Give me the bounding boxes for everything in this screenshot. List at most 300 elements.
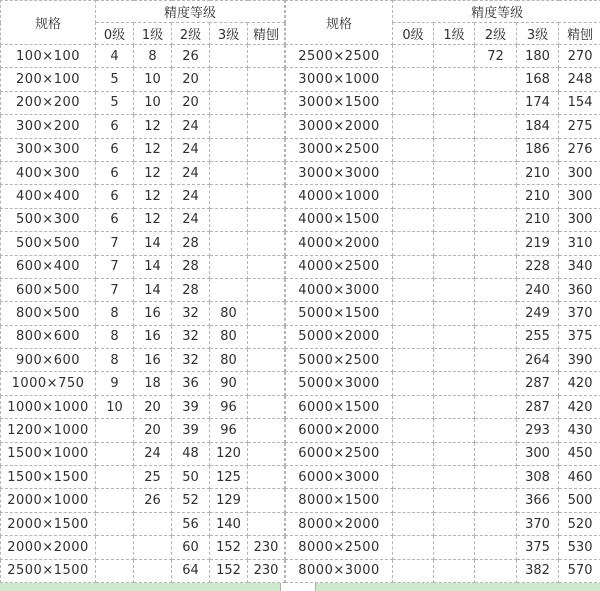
value-cell: 420	[559, 395, 600, 418]
value-cell	[393, 559, 434, 582]
value-cell	[393, 255, 434, 278]
value-cell: 26	[172, 45, 210, 68]
value-cell: 10	[134, 68, 172, 91]
grade-column-header: 0级	[96, 23, 134, 45]
spec-cell: 8000×1500	[286, 489, 393, 512]
value-cell: 310	[559, 232, 600, 255]
spec-cell: 100×100	[1, 45, 96, 68]
value-cell: 80	[210, 349, 248, 372]
table-row	[286, 372, 600, 395]
value-cell: 255	[517, 325, 559, 348]
value-cell	[248, 325, 285, 348]
value-cell: 140	[210, 512, 248, 535]
precision-grade-header: 精度等级	[96, 1, 285, 23]
value-cell: 20	[172, 91, 210, 114]
table-row	[286, 232, 600, 255]
table-row	[286, 302, 600, 325]
value-cell: 64	[172, 559, 210, 582]
spec-cell: 6000×1500	[286, 395, 393, 418]
value-cell: 340	[559, 255, 600, 278]
spec-column-header: 规格	[1, 1, 96, 45]
table-row	[1, 349, 285, 372]
value-cell	[475, 512, 517, 535]
table-row	[1, 232, 285, 255]
table-row	[286, 559, 600, 582]
grade-column-header: 2级	[172, 23, 210, 45]
spec-cell: 1500×1000	[1, 442, 96, 465]
value-cell	[393, 232, 434, 255]
table-row	[1, 138, 285, 161]
value-cell	[393, 395, 434, 418]
value-cell	[475, 372, 517, 395]
value-cell: 18	[134, 372, 172, 395]
table-row	[1, 91, 285, 114]
value-cell: 7	[96, 232, 134, 255]
value-cell	[393, 278, 434, 301]
value-cell	[248, 278, 285, 301]
value-cell: 530	[559, 536, 600, 559]
value-cell: 168	[517, 68, 559, 91]
value-cell: 72	[475, 45, 517, 68]
value-cell	[393, 91, 434, 114]
value-cell: 300	[559, 161, 600, 184]
value-cell: 129	[210, 489, 248, 512]
value-cell: 6	[96, 138, 134, 161]
value-cell: 50	[172, 466, 210, 489]
value-cell	[210, 115, 248, 138]
value-cell: 264	[517, 349, 559, 372]
value-cell: 520	[559, 512, 600, 535]
value-cell	[434, 419, 475, 442]
value-cell: 96	[210, 395, 248, 418]
table-row	[286, 208, 600, 231]
value-cell: 20	[134, 395, 172, 418]
value-cell: 39	[172, 419, 210, 442]
value-cell: 28	[172, 232, 210, 255]
value-cell	[96, 536, 134, 559]
spec-cell: 2000×1000	[1, 489, 96, 512]
value-cell: 52	[172, 489, 210, 512]
value-cell: 80	[210, 302, 248, 325]
value-cell: 420	[559, 372, 600, 395]
value-cell	[248, 349, 285, 372]
value-cell	[434, 536, 475, 559]
value-cell: 16	[134, 325, 172, 348]
value-cell	[434, 349, 475, 372]
value-cell	[475, 115, 517, 138]
value-cell: 300	[559, 185, 600, 208]
value-cell: 450	[559, 442, 600, 465]
spec-cell: 300×300	[1, 138, 96, 161]
value-cell	[434, 232, 475, 255]
value-cell	[393, 302, 434, 325]
value-cell: 228	[517, 255, 559, 278]
value-cell	[434, 138, 475, 161]
value-cell: 6	[96, 115, 134, 138]
value-cell: 6	[96, 208, 134, 231]
spec-cell: 6000×2500	[286, 442, 393, 465]
spec-cell: 600×500	[1, 278, 96, 301]
value-cell: 36	[172, 372, 210, 395]
value-cell	[393, 489, 434, 512]
value-cell	[393, 45, 434, 68]
spec-cell: 800×500	[1, 302, 96, 325]
value-cell: 375	[559, 325, 600, 348]
footer-gap-cell	[280, 583, 316, 591]
value-cell	[393, 138, 434, 161]
spec-cell: 900×600	[1, 349, 96, 372]
grade-column-header: 精刨	[248, 23, 285, 45]
spec-cell: 2500×1500	[1, 559, 96, 582]
value-cell: 8	[134, 45, 172, 68]
value-cell	[434, 185, 475, 208]
value-cell: 96	[210, 419, 248, 442]
value-cell	[248, 466, 285, 489]
spec-cell: 3000×1000	[286, 68, 393, 91]
value-cell	[393, 325, 434, 348]
value-cell	[393, 442, 434, 465]
value-cell: 24	[134, 442, 172, 465]
table-row	[286, 255, 600, 278]
value-cell: 460	[559, 466, 600, 489]
value-cell	[475, 489, 517, 512]
spec-cell: 5000×1500	[286, 302, 393, 325]
table-row	[1, 395, 285, 418]
value-cell: 48	[172, 442, 210, 465]
value-cell	[210, 278, 248, 301]
value-cell: 154	[559, 91, 600, 114]
value-cell	[248, 45, 285, 68]
value-cell: 300	[517, 442, 559, 465]
value-cell	[210, 161, 248, 184]
spec-cell: 3000×2500	[286, 138, 393, 161]
table-row	[1, 68, 285, 91]
value-cell: 120	[210, 442, 248, 465]
table-row	[1, 45, 285, 68]
value-cell: 16	[134, 349, 172, 372]
value-cell	[210, 185, 248, 208]
spec-table-right	[285, 0, 600, 583]
table-row	[1, 185, 285, 208]
spec-cell: 4000×2000	[286, 232, 393, 255]
value-cell: 276	[559, 138, 600, 161]
value-cell	[96, 419, 134, 442]
value-cell: 8	[96, 302, 134, 325]
spec-cell: 500×500	[1, 232, 96, 255]
value-cell: 366	[517, 489, 559, 512]
table-row	[286, 512, 600, 535]
value-cell: 219	[517, 232, 559, 255]
value-cell: 5	[96, 91, 134, 114]
value-cell: 4	[96, 45, 134, 68]
table-row	[286, 419, 600, 442]
value-cell	[248, 372, 285, 395]
value-cell: 500	[559, 489, 600, 512]
value-cell: 10	[134, 91, 172, 114]
spec-cell: 6000×3000	[286, 466, 393, 489]
value-cell	[248, 208, 285, 231]
table-row	[1, 466, 285, 489]
value-cell	[248, 91, 285, 114]
value-cell: 375	[517, 536, 559, 559]
spec-cell: 500×300	[1, 208, 96, 231]
value-cell: 270	[559, 45, 600, 68]
spec-cell: 3000×3000	[286, 161, 393, 184]
value-cell	[210, 91, 248, 114]
value-cell	[475, 536, 517, 559]
table-row	[1, 208, 285, 231]
value-cell	[248, 185, 285, 208]
value-cell: 125	[210, 466, 248, 489]
value-cell: 14	[134, 232, 172, 255]
value-cell	[434, 325, 475, 348]
value-cell: 24	[172, 161, 210, 184]
value-cell: 32	[172, 302, 210, 325]
value-cell	[393, 349, 434, 372]
table-row	[1, 512, 285, 535]
value-cell: 174	[517, 91, 559, 114]
value-cell: 14	[134, 278, 172, 301]
spec-cell: 8000×3000	[286, 559, 393, 582]
spec-cell: 2000×2000	[1, 536, 96, 559]
value-cell	[393, 419, 434, 442]
value-cell	[248, 302, 285, 325]
value-cell	[434, 208, 475, 231]
value-cell: 390	[559, 349, 600, 372]
spec-cell: 1000×750	[1, 372, 96, 395]
value-cell: 32	[172, 325, 210, 348]
spec-column-header: 规格	[286, 1, 393, 45]
value-cell	[134, 512, 172, 535]
value-cell: 287	[517, 372, 559, 395]
value-cell: 382	[517, 559, 559, 582]
value-cell: 80	[210, 325, 248, 348]
spec-cell: 1000×1000	[1, 395, 96, 418]
value-cell	[393, 512, 434, 535]
table-row	[286, 278, 600, 301]
value-cell	[475, 325, 517, 348]
value-cell: 12	[134, 208, 172, 231]
value-cell	[475, 395, 517, 418]
value-cell: 184	[517, 115, 559, 138]
value-cell: 8	[96, 325, 134, 348]
value-cell: 20	[172, 68, 210, 91]
value-cell	[475, 161, 517, 184]
spec-table-left	[0, 0, 285, 583]
value-cell	[96, 489, 134, 512]
value-cell: 14	[134, 255, 172, 278]
value-cell	[248, 395, 285, 418]
table-row	[286, 115, 600, 138]
value-cell	[248, 115, 285, 138]
spec-cell: 1500×1500	[1, 466, 96, 489]
grade-column-header: 1级	[134, 23, 172, 45]
spec-cell: 5000×2000	[286, 325, 393, 348]
grade-column-header: 1级	[434, 23, 475, 45]
value-cell	[475, 559, 517, 582]
spec-cell: 300×200	[1, 115, 96, 138]
value-cell: 12	[134, 161, 172, 184]
value-cell	[434, 489, 475, 512]
value-cell	[210, 138, 248, 161]
table-row	[286, 395, 600, 418]
value-cell: 249	[517, 302, 559, 325]
value-cell	[248, 512, 285, 535]
value-cell	[434, 466, 475, 489]
spec-cell: 5000×2500	[286, 349, 393, 372]
value-cell: 90	[210, 372, 248, 395]
spec-cell: 200×100	[1, 68, 96, 91]
value-cell	[134, 559, 172, 582]
value-cell: 25	[134, 466, 172, 489]
value-cell	[475, 208, 517, 231]
value-cell	[434, 302, 475, 325]
value-cell	[475, 466, 517, 489]
value-cell	[393, 185, 434, 208]
value-cell	[434, 512, 475, 535]
value-cell: 152	[210, 536, 248, 559]
value-cell	[475, 278, 517, 301]
spec-cell: 3000×1500	[286, 91, 393, 114]
value-cell	[434, 395, 475, 418]
value-cell	[96, 466, 134, 489]
value-cell	[475, 232, 517, 255]
table-row	[1, 325, 285, 348]
value-cell	[393, 68, 434, 91]
table-row	[1, 536, 285, 559]
value-cell	[248, 232, 285, 255]
value-cell: 240	[517, 278, 559, 301]
table-row	[286, 349, 600, 372]
value-cell: 275	[559, 115, 600, 138]
value-cell: 24	[172, 138, 210, 161]
value-cell	[475, 91, 517, 114]
spec-cell: 4000×1000	[286, 185, 393, 208]
value-cell	[248, 161, 285, 184]
value-cell: 26	[134, 489, 172, 512]
table-row	[286, 45, 600, 68]
value-cell	[434, 255, 475, 278]
table-row	[1, 255, 285, 278]
value-cell: 300	[559, 208, 600, 231]
table-row	[286, 161, 600, 184]
value-cell: 32	[172, 349, 210, 372]
grade-column-header: 精刨	[559, 23, 600, 45]
value-cell	[475, 68, 517, 91]
value-cell	[210, 208, 248, 231]
spec-cell: 200×200	[1, 91, 96, 114]
value-cell: 24	[172, 208, 210, 231]
value-cell	[475, 442, 517, 465]
value-cell: 12	[134, 115, 172, 138]
value-cell: 360	[559, 278, 600, 301]
spec-cell: 1200×1000	[1, 419, 96, 442]
spec-cell: 8000×2000	[286, 512, 393, 535]
value-cell	[434, 559, 475, 582]
value-cell: 9	[96, 372, 134, 395]
value-cell: 293	[517, 419, 559, 442]
table-row	[1, 115, 285, 138]
spec-cell: 6000×2000	[286, 419, 393, 442]
value-cell	[210, 255, 248, 278]
value-cell: 430	[559, 419, 600, 442]
value-cell	[393, 372, 434, 395]
spec-cell: 2000×1500	[1, 512, 96, 535]
value-cell: 20	[134, 419, 172, 442]
value-cell: 308	[517, 466, 559, 489]
value-cell	[210, 68, 248, 91]
value-cell	[134, 536, 172, 559]
value-cell: 56	[172, 512, 210, 535]
value-cell	[248, 419, 285, 442]
table-row	[286, 489, 600, 512]
table-row	[1, 302, 285, 325]
value-cell: 16	[134, 302, 172, 325]
value-cell	[210, 232, 248, 255]
value-cell	[434, 161, 475, 184]
spec-cell: 4000×1500	[286, 208, 393, 231]
value-cell	[434, 372, 475, 395]
value-cell	[434, 68, 475, 91]
value-cell: 180	[517, 45, 559, 68]
value-cell: 6	[96, 161, 134, 184]
precision-grade-header: 精度等级	[393, 1, 600, 23]
value-cell: 210	[517, 185, 559, 208]
table-row	[286, 91, 600, 114]
spec-cell: 400×400	[1, 185, 96, 208]
value-cell	[393, 161, 434, 184]
spec-cell: 4000×3000	[286, 278, 393, 301]
value-cell	[393, 536, 434, 559]
value-cell	[248, 138, 285, 161]
value-cell: 60	[172, 536, 210, 559]
value-cell	[434, 278, 475, 301]
value-cell: 24	[172, 185, 210, 208]
value-cell: 152	[210, 559, 248, 582]
spec-cell: 8000×2500	[286, 536, 393, 559]
table-row	[1, 278, 285, 301]
value-cell	[434, 442, 475, 465]
value-cell	[475, 419, 517, 442]
spec-cell: 3000×2000	[286, 115, 393, 138]
spec-cell: 400×300	[1, 161, 96, 184]
value-cell	[434, 91, 475, 114]
value-cell: 12	[134, 185, 172, 208]
value-cell: 287	[517, 395, 559, 418]
table-row	[286, 536, 600, 559]
table-row	[286, 442, 600, 465]
value-cell: 370	[559, 302, 600, 325]
table-row	[286, 68, 600, 91]
grade-column-header: 2级	[475, 23, 517, 45]
value-cell: 12	[134, 138, 172, 161]
value-cell	[475, 349, 517, 372]
table-row	[1, 419, 285, 442]
footer-strip	[0, 583, 600, 591]
value-cell	[393, 208, 434, 231]
table-row	[1, 559, 285, 582]
value-cell: 186	[517, 138, 559, 161]
table-row	[286, 466, 600, 489]
value-cell: 28	[172, 255, 210, 278]
value-cell	[96, 512, 134, 535]
spec-cell: 5000×3000	[286, 372, 393, 395]
table-row	[1, 489, 285, 512]
value-cell	[393, 466, 434, 489]
spec-cell: 4000×2500	[286, 255, 393, 278]
value-cell	[210, 45, 248, 68]
value-cell	[475, 302, 517, 325]
